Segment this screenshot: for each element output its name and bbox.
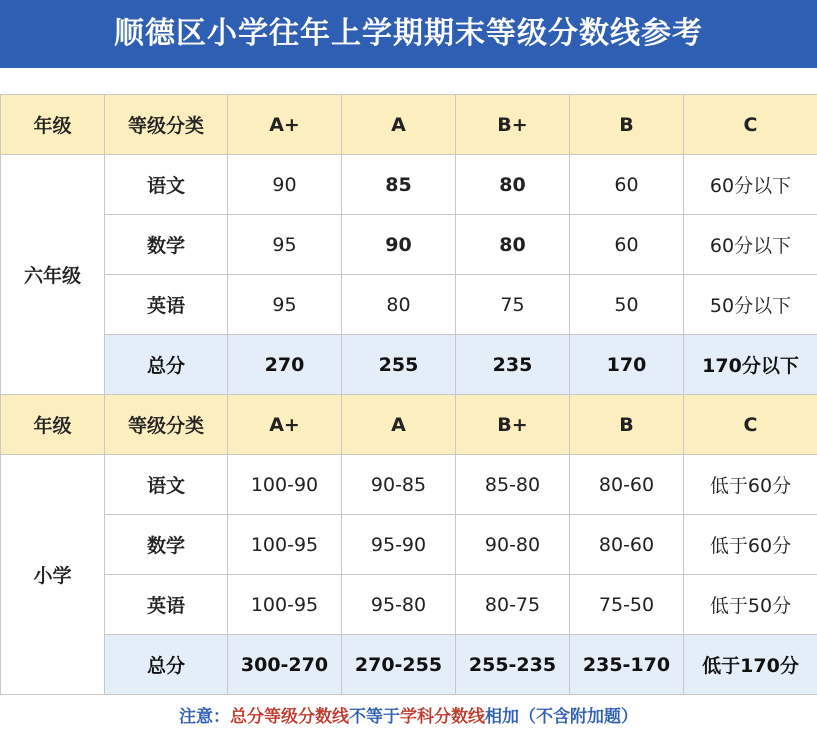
table-row (1, 515, 817, 575)
score-cell: 低于170分 (684, 635, 817, 695)
score-cell: 300-270 (228, 635, 342, 695)
score-cell: 80 (456, 155, 570, 215)
score-cell: 85 (342, 155, 456, 215)
table-row (1, 575, 817, 635)
score-cell: 100-95 (228, 515, 342, 575)
score-cell: 60分以下 (684, 155, 817, 215)
header-level: B (570, 95, 684, 155)
total-row (1, 335, 817, 395)
score-cell: 低于60分 (684, 515, 817, 575)
subject-cell: 总分 (105, 635, 228, 695)
score-cell: 75-50 (570, 575, 684, 635)
score-cell: 170 (570, 335, 684, 395)
note-total-line: 总分等级分数线 (230, 707, 349, 727)
note-prefix: 注意： (179, 707, 230, 727)
score-cell: 90 (342, 215, 456, 275)
note-suffix: 相加（不含附加题） (485, 707, 638, 727)
score-cell: 255-235 (456, 635, 570, 695)
score-cell: 100-95 (228, 575, 342, 635)
header-row (1, 95, 817, 155)
group-label: 小学 (1, 455, 105, 695)
total-row (1, 635, 817, 695)
title-gap (0, 68, 817, 94)
score-cell: 95-80 (342, 575, 456, 635)
subject-cell: 英语 (105, 575, 228, 635)
note-subject-line: 学科分数线 (400, 707, 485, 727)
score-cell: 235-170 (570, 635, 684, 695)
score-cell: 低于60分 (684, 455, 817, 515)
score-cell: 低于50分 (684, 575, 817, 635)
score-cell: 60分以下 (684, 215, 817, 275)
header-level: B+ (456, 95, 570, 155)
score-cell: 80-75 (456, 575, 570, 635)
score-cell: 90-80 (456, 515, 570, 575)
table-row (1, 155, 817, 215)
score-cell: 170分以下 (684, 335, 817, 395)
score-cell: 50 (570, 275, 684, 335)
table-row (1, 215, 817, 275)
score-cell: 270 (228, 335, 342, 395)
header-level: A (342, 95, 456, 155)
score-cell: 80 (342, 275, 456, 335)
header-level: A+ (228, 395, 342, 455)
score-cell: 80 (456, 215, 570, 275)
note-not-equal: 不等于 (349, 707, 400, 727)
header-level: B (570, 395, 684, 455)
grade-table-body (1, 95, 817, 695)
subject-cell: 语文 (105, 455, 228, 515)
header-level: C (684, 395, 817, 455)
header-grade: 年级 (1, 95, 105, 155)
header-level: A (342, 395, 456, 455)
header-row (1, 395, 817, 455)
score-cell: 80-60 (570, 515, 684, 575)
score-cell: 75 (456, 275, 570, 335)
score-cell: 60 (570, 155, 684, 215)
score-cell: 255 (342, 335, 456, 395)
header-level: A+ (228, 95, 342, 155)
score-cell: 95 (228, 275, 342, 335)
subject-cell: 语文 (105, 155, 228, 215)
score-cell: 95-90 (342, 515, 456, 575)
score-cell: 90 (228, 155, 342, 215)
group-label: 六年级 (1, 155, 105, 395)
header-category: 等级分类 (105, 395, 228, 455)
score-cell: 270-255 (342, 635, 456, 695)
table-row (1, 275, 817, 335)
score-cell: 60 (570, 215, 684, 275)
score-cell: 90-85 (342, 455, 456, 515)
score-cell: 50分以下 (684, 275, 817, 335)
score-cell: 85-80 (456, 455, 570, 515)
score-cell: 80-60 (570, 455, 684, 515)
header-level: B+ (456, 395, 570, 455)
score-cell: 95 (228, 215, 342, 275)
table-row (1, 455, 817, 515)
header-grade: 年级 (1, 395, 105, 455)
header-category: 等级分类 (105, 95, 228, 155)
grade-table (0, 94, 817, 695)
subject-cell: 英语 (105, 275, 228, 335)
header-level: C (684, 95, 817, 155)
score-cell: 100-90 (228, 455, 342, 515)
subject-cell: 数学 (105, 215, 228, 275)
score-cell: 235 (456, 335, 570, 395)
page-title: 顺德区小学往年上学期期末等级分数线参考 (0, 0, 817, 68)
footer-note (0, 695, 817, 740)
subject-cell: 数学 (105, 515, 228, 575)
subject-cell: 总分 (105, 335, 228, 395)
